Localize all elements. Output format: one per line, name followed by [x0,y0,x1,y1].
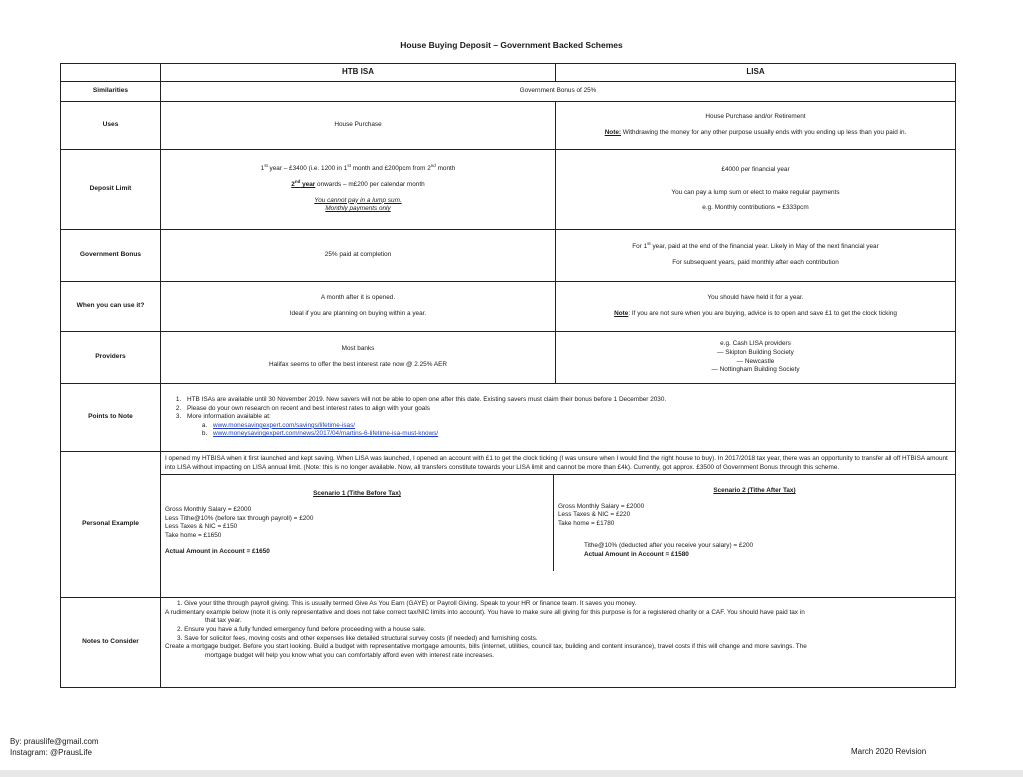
moneysavingexpert-lisa-link[interactable]: www.monesavingexpert.com/savings/lifetime-isas/ [213,421,356,429]
footer-email: By: prauslife@gmail.com [10,737,99,746]
providers-lisa-item: — Skipton Building Society [717,348,794,356]
scenario-2-line: Less Taxes & NIC = £220 [557,511,631,519]
scenario-2-title: Scenario 2 (Tithe After Tax) [713,486,796,494]
uses-lisa [556,102,956,150]
notes-line: 2. Ensure you have a fully funded emergency fund before proceeding with a house sale. [177,625,426,633]
providers-lisa-item: — Nottingham Building Society [711,366,800,374]
deposit-lisa-line1: £4000 per financial year [721,166,790,174]
footer-contact [10,737,99,759]
providers-htb-line1: Most banks [341,345,375,353]
when-use-htb [161,282,556,332]
label-similarities: Similarities [61,82,161,102]
uses-lisa-note-label: Note: [604,129,622,136]
notes-line: A rudimentary example below (note it is only representative and does not take correct tax/NIC limits into account). You have to make sure all giving for this purpose is for a registered charity or a CAF. You should have paid tax in [165,608,805,616]
scenario-1-title: Scenario 1 (Tithe Before Tax) [313,490,401,498]
scenario-2-line: Take home = £1780 [557,519,615,527]
row-providers [61,332,956,384]
row-similarities [61,82,956,102]
footer-revision: March 2020 Revision [851,747,927,756]
point-item: 3. More information available at: a. www.monesavingexpert.com/savings/lifetime-isas/ b. www.moneysavingexpert.com/news/2017/04/martins-6-lifetime-isa-must-knows/ [183,413,951,439]
row-when-use [61,282,956,332]
scenario-1-line: Gross Monthly Salary = £2000 [165,506,252,513]
similarities-text: Government Bonus of 25% [161,82,956,102]
header-htb-isa: HTB ISA [161,64,556,82]
notes-line: 1. Give your tithe through payroll giving. This is usually termed Give As You Earn (GAYE) or Payroll Giving. Speak to your HR or finance team. It saves you money. [177,600,637,607]
gov-bonus-htb: 25% paid at completion [161,230,556,282]
label-government-bonus: Government Bonus [61,230,161,282]
when-use-lisa-line1: You should have held it for a year. [707,294,804,302]
row-notes-to-consider [61,598,956,688]
gov-bonus-lisa-line1: For 1st year, paid at the end of the financial year. Likely in May of the next financial year [632,241,879,251]
deposit-limit-lisa [556,150,956,230]
points-content [161,384,956,452]
comparison-table [60,63,956,688]
deposit-htb-line4: Monthly payments only [325,205,391,213]
points-links [187,422,951,439]
scenario-1-line: Less Taxes & NIC = £150 [165,523,238,531]
martins-lisa-news-link[interactable]: www.moneysavingexpert.com/news/2017/04/martins-6-lifetime-isa-must-knows/ [213,430,439,438]
point-item: 1. HTB ISAs are available until 30 November 2019. New savers will not be able to open one after this date. Existing savers must claim their bonus before 1 December 2030. [183,396,951,405]
row-deposit-limit [61,150,956,230]
personal-intro: I opened my HTBISA when it first launched and kept saving. When LISA was launched, I opened an account with £1 to get the clock ticking (I was unsure when I would find the right house to buy). In 2017/2018 tax year, there was an opportunity to transfer all off HTBISA amount into LISA without impacting on LISA annual limit. (Note: this is no longer available. Now, all transfers constitute towards your LISA limit and cannot be more than £4k). Currently, got approx. £3500 of Government Bonus through this scheme. [165,455,948,471]
scenario-1-line: Take home = £1650 [165,531,222,539]
header-empty-cell [61,64,161,82]
label-points-to-note: Points to Note [61,384,161,452]
notes-line: 3. Save for solicitor fees, moving costs and other expenses like detailed structural survey costs (if needed) and furnishing costs. [177,634,538,642]
when-use-lisa-note: Note: If you are not sure when you are buying, advice is to open and save £1 to get the clock ticking [614,310,897,317]
label-deposit-limit: Deposit Limit [61,150,161,230]
providers-lisa-item: e.g. Cash LISA providers [720,340,791,348]
deposit-lisa-line3: e.g. Monthly contributions = £333pcm [702,204,809,212]
notes-line: that tax year. [205,617,242,625]
scenario-table [161,474,955,571]
notes-content [161,598,956,688]
scenario-1-line: Less Tithe@10% (before tax through payroll) = £200 [165,514,314,522]
row-points-to-note [61,384,956,452]
scenario-2-line: Gross Monthly Salary = £2000 [557,502,645,510]
page-title: House Buying Deposit – Government Backed Schemes [400,40,623,50]
scenario-2 [553,475,955,572]
bottom-scroll-bar [0,770,1023,777]
uses-lisa-note-text: Withdrawing the money for any other purpose usually ends with you ending up less than you paid in. [621,129,907,136]
deposit-limit-htb [161,150,556,230]
row-personal-example [61,452,956,598]
uses-htb: House Purchase [161,102,556,150]
deposit-htb-line3: You cannot pay in a lump sum. [314,196,402,204]
gov-bonus-lisa-line2: For subsequent years, paid monthly after each contribution [672,259,839,266]
label-personal-example: Personal Example [61,452,161,598]
deposit-htb-line2: 2nd year onwards – m£200 per calendar month [291,178,425,188]
when-use-htb-line2: Ideal if you are planning on buying within a year. [289,310,427,317]
link-item [209,430,951,439]
when-use-lisa [556,282,956,332]
providers-htb-line2: Halifax seems to offer the best interest rate now @ 2.25% AER [269,361,447,368]
scenario-1 [161,475,553,572]
notes-line: Create a mortgage budget. Before you start looking. Build a budget with representative mortgage amounts, bills (internet, utilities, council tax, building and content insurance), travel costs if this will change and more savings. The [165,643,807,651]
row-government-bonus [61,230,956,282]
row-uses [61,102,956,150]
providers-htb [161,332,556,384]
scenario-2-total: Actual Amount in Account = £1580 [583,551,689,559]
personal-content [161,452,956,598]
providers-lisa-item: — Newcastle [736,357,775,365]
point-item: 2. Please do your own research on recent and best interest rates to align with your goals [183,405,951,414]
points-list [165,396,951,439]
header-lisa: LISA [556,64,956,82]
gov-bonus-lisa [556,230,956,282]
uses-lisa-line1: House Purchase and/or Retirement [705,113,806,121]
scenario-2-tithe: Tithe@10% (deducted after you receive your salary) = £200 [583,542,754,550]
deposit-htb-line1: 1st year – £3400 (i.e. 1200 in 1st month and £200pcm from 2nd month [260,163,456,173]
providers-lisa [556,332,956,384]
notes-line: mortgage budget will help you know what you can comfortably afford even with interest rate increases. [205,651,495,659]
uses-lisa-note [560,129,951,138]
header-row [61,64,956,82]
label-notes-to-consider: Notes to Consider [61,598,161,688]
label-when-use: When you can use it? [61,282,161,332]
scenario-1-total: Actual Amount in Account = £1650 [165,547,270,555]
label-providers: Providers [61,332,161,384]
deposit-lisa-line2: You can pay a lump sum or elect to make regular payments [671,188,840,196]
when-use-htb-line1: A month after it is opened. [320,294,396,302]
label-uses: Uses [61,102,161,150]
footer-instagram: Instagram: @PrausLife [10,747,92,757]
link-item [209,422,951,431]
